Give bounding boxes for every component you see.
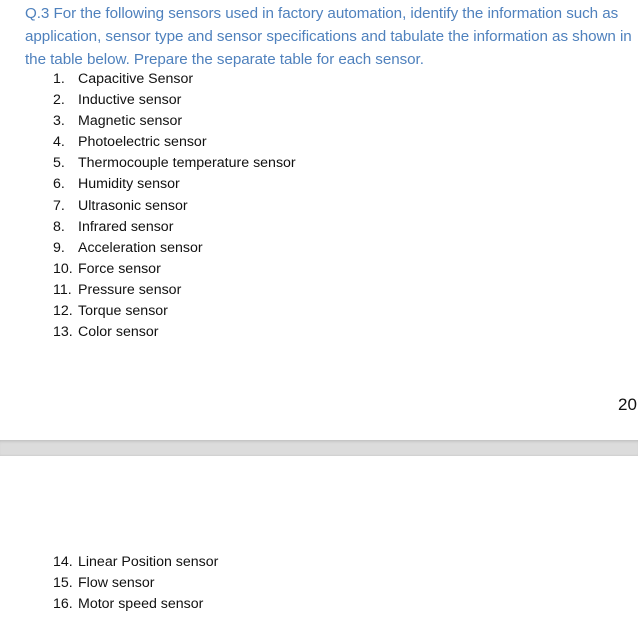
list-item-number: 7.: [53, 197, 65, 214]
list-item-label: Pressure sensor: [78, 281, 182, 298]
list-item-number: 15.: [53, 575, 73, 592]
list-item-number: 8.: [53, 218, 65, 235]
list-item-number: 10.: [53, 260, 73, 277]
list-item-label: Acceleration sensor: [78, 239, 203, 256]
list-item-number: 11.: [53, 281, 72, 298]
list-item-label: Ultrasonic sensor: [78, 197, 188, 214]
list-item-label: Linear Position sensor: [78, 554, 219, 570]
list-item-number: 9.: [53, 239, 65, 256]
list-item-number: 4.: [53, 134, 65, 151]
page-number: 20: [618, 395, 637, 414]
list-item-label: Flow sensor: [78, 575, 155, 592]
list-item-number: 5.: [53, 155, 65, 172]
list-item-number: 13.: [53, 324, 73, 341]
document-page-2: [0, 456, 638, 622]
question-text: Q.3 For the following sensors used in factory automation, identify the information such as application, sensor type and sensor specifications and tabulate the information as shown in the table below. Prepare the separate table for each sensor.: [25, 5, 632, 68]
list-item-label: Photoelectric sensor: [78, 134, 207, 151]
list-item-number: 6.: [53, 176, 65, 193]
list-item-label: Thermocouple temperature sensor: [78, 155, 296, 172]
list-item-number: 3.: [53, 113, 65, 130]
list-item-label: Force sensor: [78, 260, 161, 277]
list-item-label: Motor speed sensor: [78, 596, 204, 613]
page-separator: [0, 440, 638, 456]
list-item-label: Capacitive Sensor: [78, 71, 194, 87]
list-item-number: 1.: [53, 71, 65, 87]
list-item-label: Humidity sensor: [78, 176, 180, 193]
list-item-number: 12.: [53, 303, 73, 320]
list-item-label: Magnetic sensor: [78, 113, 183, 130]
list-item-number: 16.: [53, 596, 73, 613]
list-item-label: Torque sensor: [78, 303, 168, 320]
list-item-label: Inductive sensor: [78, 92, 182, 109]
list-item-number: 2.: [53, 92, 65, 109]
list-item-label: Infrared sensor: [78, 218, 174, 235]
list-item-label: Color sensor: [78, 324, 159, 341]
list-item-number: 14.: [53, 554, 73, 570]
